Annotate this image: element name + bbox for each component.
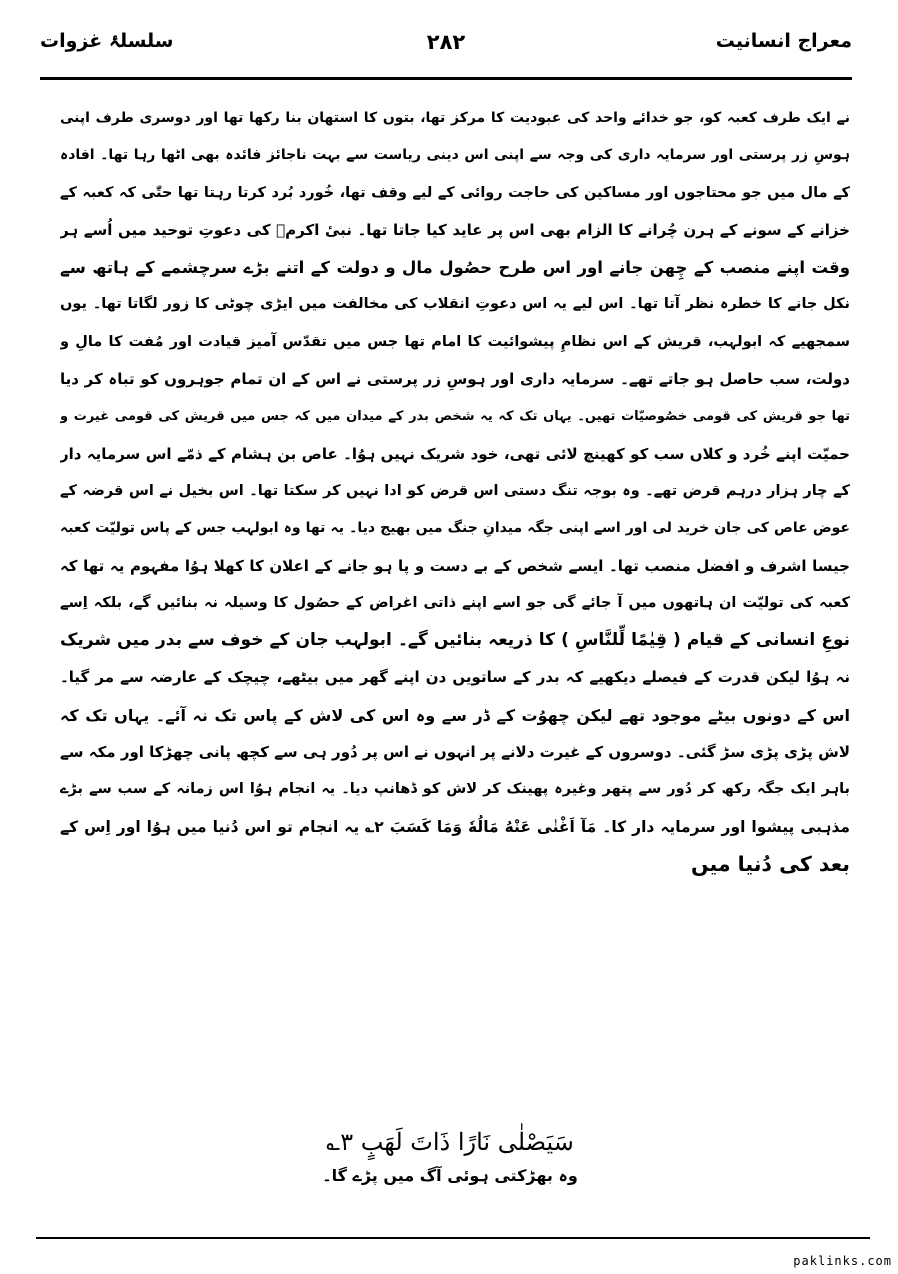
watermark: paklinks.com bbox=[793, 1254, 892, 1268]
text-line: نے ایک طرف کعبہ کو، جو خدائے واحد کی عبودیت کا مرکز تھا، بتوں کا استھان بنا رکھا تھا اور دوسری طرف اپنی bbox=[60, 110, 850, 126]
verse-translation: وہ بھڑکتی ہوئی آگ میں پڑے گا۔ bbox=[322, 1166, 578, 1185]
text-line: نکل جانے کا خطرہ نظر آتا تھا۔ اس لیے یہ اس دعوتِ انقلاب کی مخالفت میں ایڑی چوٹی کا زور لگاتا تھا۔ یوں bbox=[60, 296, 850, 313]
text-line: جیسا اشرف و افضل منصب تھا۔ ایسے شخص کے بے دست و پا ہو جانے کے اعلان کا کھلا ہوُا مفہوم یہ تھا کہ bbox=[60, 556, 850, 575]
book-title: معراج انسانیت bbox=[715, 30, 852, 52]
text-line: کے مال میں جو محتاجوں اور مساکین کی حاجت روائی کے لیے وقف تھا، خُورد بُرد کرتا رہتا تھا حتّٰی کہ کعبہ کے bbox=[60, 184, 850, 201]
running-header bbox=[40, 30, 852, 70]
text-line: اس کے دونوں بیٹے موجود تھے لیکن چھوُت کے ڈر سے وہ اس کی لاش کے پاس تک نہ آئے۔ یہاں تک کہ bbox=[60, 705, 850, 725]
text-line: ہوسِ زر پرستی اور سرمایہ داری کی وجہ سے اپنی اس دینی ریاست سے بہت ناجائز فائدہ بھی اٹھا رہا تھا۔ افادہ bbox=[60, 147, 850, 164]
header-rule bbox=[40, 77, 852, 80]
quranic-verse: سَيَصْلٰى نَارًا ذَاتَ لَهَبٍ ۳؎ bbox=[326, 1128, 574, 1156]
text-line: عوض عاص کی جان خرید لی اور اسے اپنی جگہ میدانِ جنگ میں بھیج دیا۔ یہ تھا وہ ابولہب جس کے پاس تولیّت کعبہ bbox=[60, 520, 850, 537]
text-line: لاش پڑی پڑی سڑ گئی۔ دوسروں کے غیرت دلانے پر انہوں نے اس پر دُور ہی سے کچھ پانی چھڑکا اور مکہ سے bbox=[60, 743, 850, 762]
text-line: سمجھیے کہ ابولہب، قریش کے اس نظامِ پیشوائیت کا امام تھا جس میں تقدّس آمیز قیادت اور مُفت کا مالِ و bbox=[60, 333, 850, 350]
footer-rule bbox=[36, 1237, 870, 1239]
body-text bbox=[60, 100, 850, 883]
text-line: حمیّت اپنے خُرد و کلاں سب کو کھینچ لائی تھی، خود شریک نہیں ہوُا۔ عاص بن ہشام کے ذمّے اس سرمایہ دار bbox=[60, 444, 850, 463]
page-number: ۲۸۲ bbox=[426, 30, 466, 54]
text-line: تھا جو قریش کی قومی خصُوصیّات تھیں۔ یہاں تک کہ یہ شخص بدر کے میدان میں کہ جس میں قریش کی قومی غیرت و bbox=[60, 409, 850, 425]
text-line: نوعِ انسانی کے قیام ( قِيٰمًا لِّلنَّاسِ ) کا ذریعہ بنائیں گے۔ ابولہب جان کے خوف سے بدر میں شریک bbox=[60, 630, 850, 651]
text-line: بعد کی دُنیا میں bbox=[691, 851, 850, 876]
series-title: سلسلۂ غزوات bbox=[40, 30, 174, 52]
text-line: مذہبی پیشوا اور سرمایہ دار کا۔ مَآ اَغْنٰی عَنْهُ مَالُهٗ وَمَا كَسَبَ ۲؎ یہ انجام تو اس دُنیا میں ہوُا اور اِس کے bbox=[60, 817, 850, 836]
text-line: باہر ایک جگہ رکھ کر دُور سے پتھر وغیرہ پھینک کر لاش کو ڈھانپ دیا۔ یہ انجام ہوُا اس زمانہ کے سب سے بڑے bbox=[60, 781, 850, 798]
text-line: وقت اپنے منصب کے چِھن جانے اور اس طرح حصُول مال و دولت کے اتنے بڑے سرچشمے کے ہاتھ سے bbox=[60, 258, 850, 278]
text-line: نہ ہوُا لیکن قدرت کے فیصلے دیکھیے کہ بدر کے ساتویں دن اپنے گھر میں بیٹھے، چیچک کے عارضہ سے مر گیا۔ bbox=[60, 668, 850, 687]
text-line: کعبہ کی تولیّت ان ہاتھوں میں آ جائے گی جو اسے اپنے ذاتی اغراض کے حصُول کا وسیلہ نہ بنائیں گے، بلکہ اِسے bbox=[60, 594, 850, 611]
text-line: کے چار ہزار درہم قرض تھے۔ وہ بوجہ تنگ دستی اس قرض کو ادا نہیں کر سکتا تھا۔ اس بخیل نے اس قرضہ کے bbox=[60, 482, 850, 499]
text-line: خزانے کے سونے کے ہرن چُرانے کا الزام بھی اس پر عاید کیا جاتا تھا۔ نبیٔ اکرمؐ کی دعوتِ توحید میں اُسے ہر bbox=[60, 220, 850, 239]
text-line: دولت، سب حاصل ہو جاتے تھے۔ سرمایہ داری اور ہوسِ زر پرستی نے اس کے ان تمام جوہروں کو تباہ کر دیا bbox=[60, 370, 850, 389]
